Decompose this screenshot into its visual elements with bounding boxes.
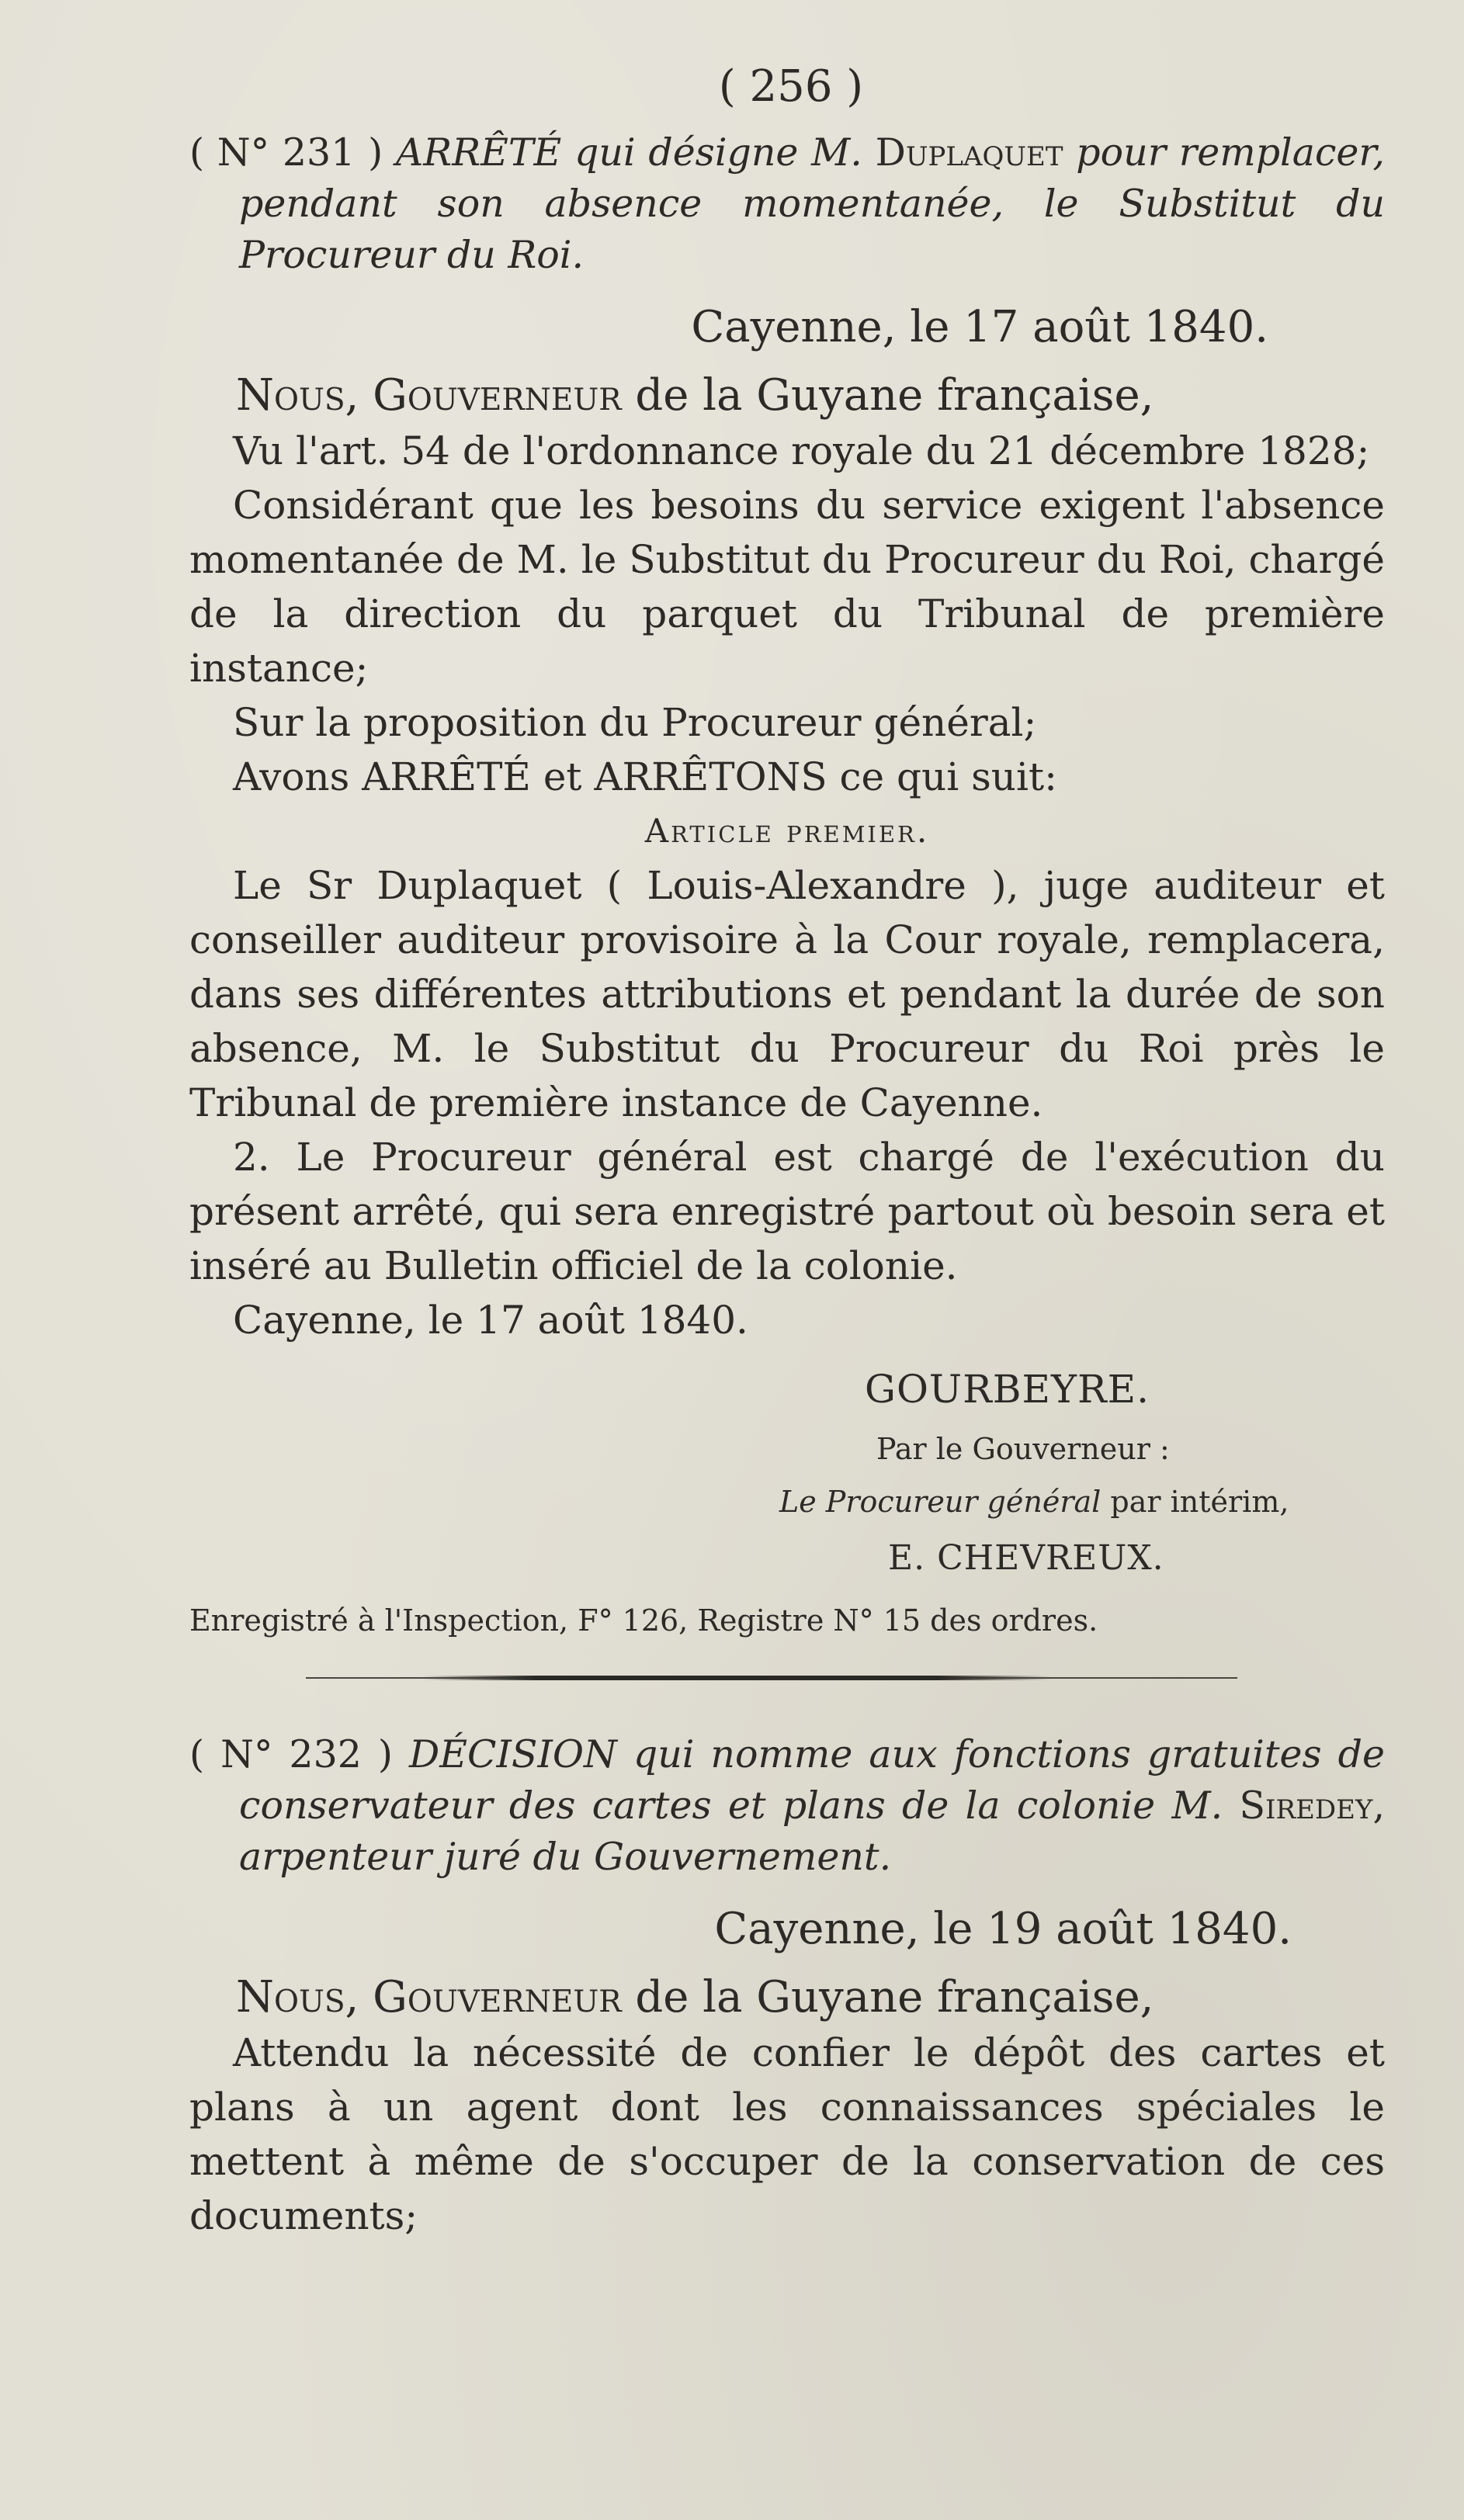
- entry-heading: ( N° 232 ) DÉCISION qui nomme aux fonctions gratuites de conservateur des cartes et plans de la colonie M. Siredey, arpenteur juré du Gouvernement.: [189, 1732, 1386, 1879]
- entry-number: ( N° 232 ): [189, 1732, 394, 1776]
- entry-231: [189, 127, 1385, 1642]
- by-governor-line: Par le Gouverneur :: [876, 1432, 1170, 1466]
- article-title: Article premier.: [644, 812, 930, 850]
- consideration-1: Attendu la nécessité de confier le dépôt des cartes et plans à un agent dont les connaissances spéciales le mettent à même de s'occuper de la conservation de ces documents;: [189, 2030, 1385, 2238]
- countersigner-role: [189, 1479, 1385, 1524]
- section-divider: [306, 1673, 1237, 1683]
- preamble: [189, 368, 1385, 424]
- preamble-lead: Nous, Gouverneur: [236, 370, 622, 421]
- entry-description-end: arpenteur juré du Gouvernement.: [239, 1835, 892, 1879]
- consideration-2: Considérant que les besoins du service exigent l'absence momentanée de M. le Substitut du Procureur du Roi, chargé de la direction du parquet du Tribunal de première instance;: [189, 483, 1385, 691]
- entry-date: Cayenne, le 19 août 1840.: [714, 1904, 1292, 1954]
- entry-232: [189, 1729, 1385, 2243]
- consideration-1: Vu l'art. 54 de l'ordonnance royale du 21 décembre 1828;: [233, 428, 1370, 473]
- page-number: ( 256 ): [718, 61, 864, 112]
- article-1: Le Sr Duplaquet ( Louis-Alexandre ), juge auditeur et conseiller auditeur provisoire à la Cour royale, remplacera, dans ses différentes attributions et pendant la durée de son absence, M. le Substitut du Procureur du Roi près le Tribunal de première instance de Cayenne.: [189, 863, 1385, 1125]
- article-2: 2. Le Procureur général est chargé de l'exécution du présent arrêté, qui sera enregistré partout où besoin sera et inséré au Bulletin officiel de la colonie.: [189, 1135, 1385, 1288]
- entry-description-start: qui désigne M.: [574, 130, 862, 175]
- preamble: [189, 1970, 1385, 2026]
- preamble-lead: Nous, Gouverneur: [236, 1972, 622, 2023]
- done-at-line: Cayenne, le 17 août 1840.: [233, 1298, 748, 1343]
- entry-heading: [189, 127, 1385, 281]
- preamble-rest: de la Guyane française,: [635, 370, 1154, 421]
- consideration-3: Sur la proposition du Procureur général;: [233, 700, 1037, 745]
- entry-kind: ARRÊTÉ: [395, 130, 562, 175]
- entry-description-start: qui nomme aux fonctions gratuites de conservateur des cartes et plans de la colonie M.: [239, 1732, 1385, 1828]
- page-content: [189, 62, 1385, 2243]
- entry-person-name: Duplaquet: [875, 130, 1063, 175]
- countersign-signature: E. CHEVREUX.: [888, 1538, 1164, 1578]
- entry-date: Cayenne, le 17 août 1840.: [691, 302, 1268, 352]
- entry-number: ( N° 231 ): [189, 130, 383, 175]
- registry-note: Enregistré à l'Inspection, F° 126, Registre N° 15 des ordres.: [189, 1603, 1098, 1638]
- entry-person-name: Siredey: [1239, 1783, 1373, 1828]
- decree-formula: Avons ARRÊTÉ et ARRÊTONS ce qui suit:: [233, 754, 1057, 799]
- entry-kind: DÉCISION: [409, 1732, 617, 1776]
- entry-description-end: pour remplacer, pendant son absence momentanée, le Substitut du Procureur du Roi.: [239, 130, 1386, 277]
- role-title: Le Procureur général: [779, 1485, 1101, 1519]
- role-qualifier: par intérim,: [1110, 1485, 1289, 1519]
- governor-signature: GOURBEYRE.: [865, 1367, 1150, 1412]
- divider-thick-line: [422, 1676, 1051, 1680]
- preamble-rest: de la Guyane française,: [635, 1972, 1154, 2023]
